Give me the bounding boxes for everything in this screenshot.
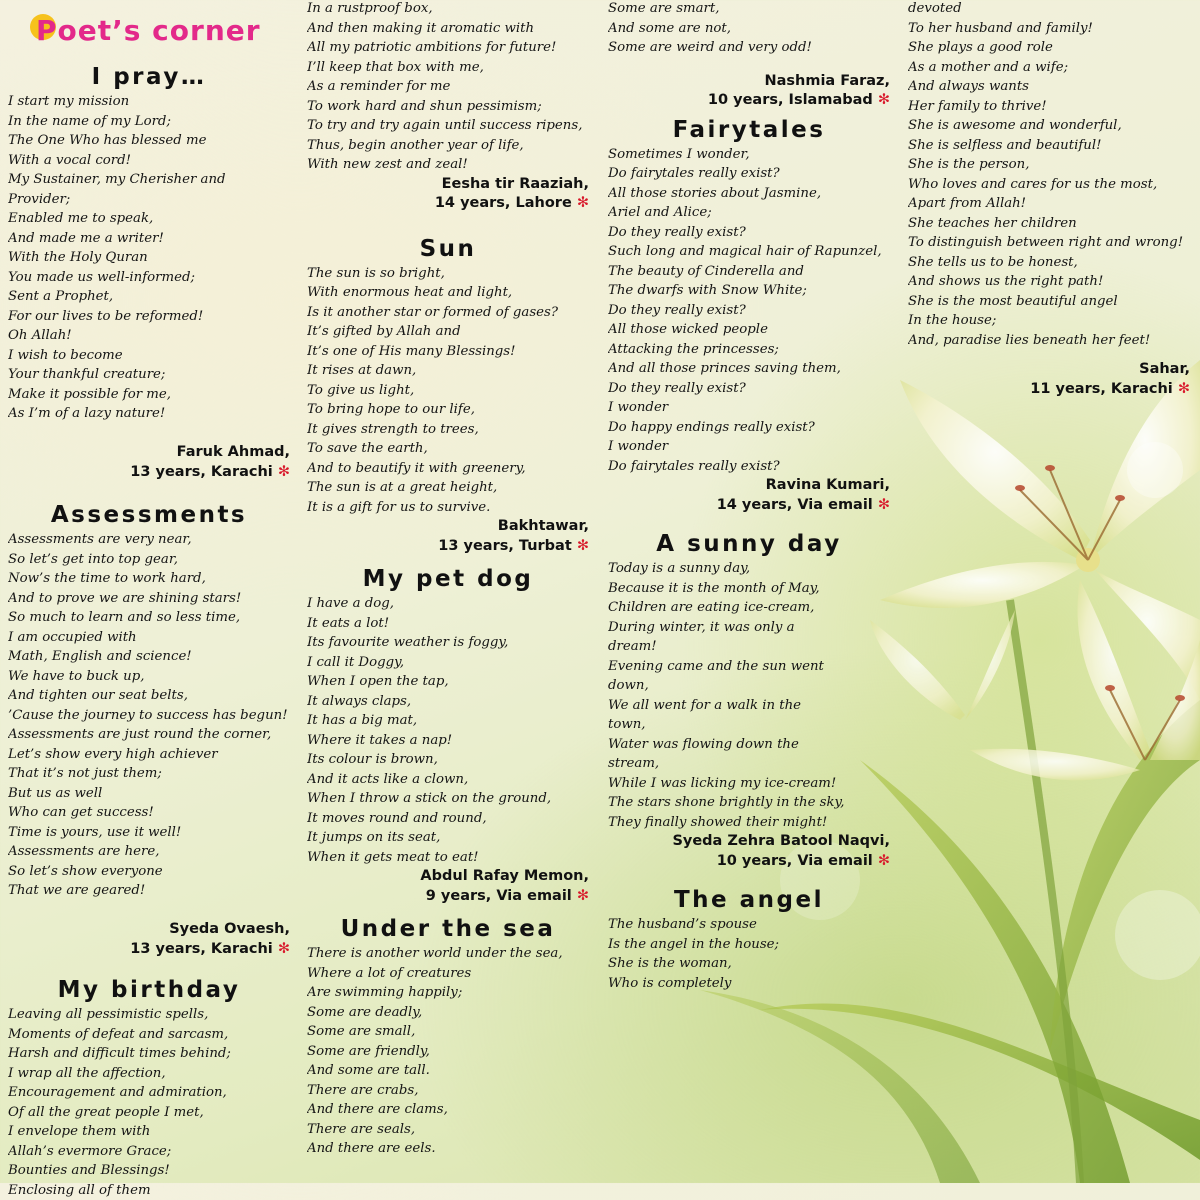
poem-line: And to beautify it with greenery, [307,459,589,479]
poem-line: She tells us to be honest, [908,253,1190,273]
poem-line: Harsh and difficult times behind; [8,1044,290,1064]
poem-line: She is awesome and wonderful, [908,116,1190,136]
poem-line: It has a big mat, [307,711,589,731]
poem-line: And some are tall. [307,1061,589,1081]
poem-line: Leaving all pessimistic spells, [8,1005,290,1025]
star-icon: ✻ [278,941,290,957]
poem-line: I wonder [608,437,890,457]
poem-line: To work hard and shun pessimism; [307,97,589,117]
poem-line: She is selfless and beautiful! [908,136,1190,156]
poem-line: Who loves and cares for us the most, [908,175,1190,195]
poem-author-under-the-sea [608,72,890,111]
poem-line: Encouragement and admiration, [8,1083,290,1103]
author-info: 11 years, Karachi [1030,381,1172,397]
poem-line: Some are weird and very odd! [608,38,890,58]
poem-lines-the-angel-continued [908,0,1190,350]
poem-line: Because it is the month of May, [608,579,890,599]
poem-author-my-birthday [307,175,589,214]
poem-line: She plays a good role [908,38,1190,58]
poem-line: But us as well [8,784,290,804]
poem-line: That we are geared! [8,881,290,901]
poem-line: Today is a sunny day, [608,559,890,579]
poem-line: And it acts like a clown, [307,770,589,790]
author-name: Eesha tir Raaziah, [307,175,589,195]
star-icon: ✻ [878,497,890,513]
author-name: Abdul Rafay Memon, [307,867,589,887]
poem-line: With a vocal cord! [8,151,290,171]
author-info: 14 years, Via email [717,497,873,513]
poem-line: Of all the great people I met, [8,1103,290,1123]
poem-line: To bring hope to our life, [307,400,589,420]
poem-line: There are seals, [307,1120,589,1140]
poem-line: She is the most beautiful angel [908,292,1190,312]
poem-line: And, paradise lies beneath her feet! [908,331,1190,351]
poem-line: The sun is so bright, [307,264,589,284]
poem-line: Evening came and the sun went [608,657,890,677]
poem-line: When I open the tap, [307,672,589,692]
poem-line: In the house; [908,311,1190,331]
poem-line: So much to learn and so less time, [8,608,290,628]
poem-author-assessments [8,920,290,959]
author-info-line [8,940,290,960]
poem-line: It moves round and round, [307,809,589,829]
poem-author-i-pray [8,443,290,482]
poem-line: Let’s show every high achiever [8,745,290,765]
poem-line: Thus, begin another year of life, [307,136,589,156]
poem-author-the-angel [908,360,1190,399]
author-info-line [608,91,890,111]
poem-line: Her family to thrive! [908,97,1190,117]
star-icon: ✻ [577,195,589,211]
poem-line: The stars shone brightly in the sky, [608,793,890,813]
poem-line: There is another world under the sea, [307,944,589,964]
author-name: Bakhtawar, [307,517,589,537]
author-info-line [307,537,589,557]
poem-lines-my-pet-dog [307,594,589,867]
poem-line: Moments of defeat and sarcasm, [8,1025,290,1045]
poem-line: It jumps on its seat, [307,828,589,848]
poem-line: You made us well-informed; [8,268,290,288]
poem-line: The sun is at a great height, [307,478,589,498]
poem-line: Enabled me to speak, [8,209,290,229]
poem-title-sun: Sun [307,234,589,264]
author-info-line [307,194,589,214]
poem-line: The One Who has blessed me [8,131,290,151]
poem-line: Its colour is brown, [307,750,589,770]
poem-line: Your thankful creature; [8,365,290,385]
author-info-line [307,887,589,907]
poem-line: She is the woman, [608,954,890,974]
poem-line: I call it Doggy, [307,653,589,673]
poem-line: So let’s show everyone [8,862,290,882]
poem-line: devoted [908,0,1190,19]
poem-title-my-birthday: My birthday [8,975,290,1005]
poem-line: Some are smart, [608,0,890,19]
poem-line: And tighten our seat belts, [8,686,290,706]
poem-line: stream, [608,754,890,774]
poem-line: So let’s get into top gear, [8,550,290,570]
star-icon: ✻ [878,853,890,869]
poem-author-fairytales [608,476,890,515]
poem-lines-i-pray [8,92,290,424]
poem-line: To save the earth, [307,439,589,459]
poem-line: Attacking the princesses; [608,340,890,360]
author-info: 10 years, Islamabad [708,92,873,108]
poem-line: I wish to become [8,346,290,366]
poem-line: Oh Allah! [8,326,290,346]
poem-line: dream! [608,637,890,657]
column-1 [8,0,290,1200]
poem-lines-a-sunny-day [608,559,890,832]
author-info: 13 years, Karachi [130,941,272,957]
poem-line: Some are small, [307,1022,589,1042]
poem-line: Allah’s evermore Grace; [8,1142,290,1162]
poem-line: And always wants [908,77,1190,97]
poem-line: Make it possible for me, [8,385,290,405]
author-info-line [908,380,1190,400]
poem-line: It rises at dawn, [307,361,589,381]
poem-line: Is it another star or formed of gases? [307,303,589,323]
poem-line: My Sustainer, my Cherisher and [8,170,290,190]
poem-lines-under-the-sea [307,944,589,1159]
poem-title-the-angel: The angel [608,885,890,915]
poem-line: Such long and magical hair of Rapunzel, [608,242,890,262]
poem-lines-the-angel [608,915,890,993]
poem-title-i-pray: I pray… [8,62,290,92]
poem-line: Assessments are just round the corner, [8,725,290,745]
poem-line: To try and try again until success ripens, [307,116,589,136]
poem-line: When it gets meat to eat! [307,848,589,868]
poem-line: We all went for a walk in the [608,696,890,716]
poem-line: Do they really exist? [608,223,890,243]
poem-line: I start my mission [8,92,290,112]
poem-lines-assessments [8,530,290,901]
poem-line: She teaches her children [908,214,1190,234]
author-info: 9 years, Via email [426,888,572,904]
poem-line: That it’s not just them; [8,764,290,784]
poem-line: It’s gifted by Allah and [307,322,589,342]
poem-line: In the name of my Lord; [8,112,290,132]
poem-line: All those stories about Jasmine, [608,184,890,204]
poem-lines-my-birthday [8,1005,290,1200]
poem-line: down, [608,676,890,696]
poem-line: As I’m of a lazy nature! [8,404,290,424]
poem-title-my-pet-dog: My pet dog [307,564,589,594]
poem-line: I’ll keep that box with me, [307,58,589,78]
poem-line: Children are eating ice-cream, [608,598,890,618]
poem-author-sun [307,517,589,556]
poem-line: The beauty of Cinderella and [608,262,890,282]
poem-line: Now’s the time to work hard, [8,569,290,589]
poem-title-fairytales: Fairytales [608,115,890,145]
author-name: Syeda Ovaesh, [8,920,290,940]
poem-line: For our lives to be reformed! [8,307,290,327]
poem-line: We have to buck up, [8,667,290,687]
poem-line: I wrap all the affection, [8,1064,290,1084]
author-info: 13 years, Turbat [438,538,572,554]
poem-line: As a mother and a wife; [908,58,1190,78]
poem-line: Do fairytales really exist? [608,164,890,184]
poem-line: Sometimes I wonder, [608,145,890,165]
poem-line: Do they really exist? [608,379,890,399]
author-name: Syeda Zehra Batool Naqvi, [608,832,890,852]
poem-line: And to prove we are shining stars! [8,589,290,609]
poem-line: Where it takes a nap! [307,731,589,751]
column-2 [307,0,589,1159]
poem-line: Time is yours, use it well! [8,823,290,843]
poem-title-assessments: Assessments [8,500,290,530]
poem-line: I wonder [608,398,890,418]
poem-line: The husband’s spouse [608,915,890,935]
poem-line: As a reminder for me [307,77,589,97]
poem-line: Who is completely [608,974,890,994]
poem-line: Sent a Prophet, [8,287,290,307]
poem-lines-fairytales [608,145,890,477]
poem-line: With the Holy Quran [8,248,290,268]
column-3 [608,0,890,993]
poem-line: With enormous heat and light, [307,283,589,303]
poem-line: They finally showed their might! [608,813,890,833]
author-name: Nashmia Faraz, [608,72,890,92]
poem-line: It eats a lot! [307,614,589,634]
poem-line: town, [608,715,890,735]
poem-line: All those wicked people [608,320,890,340]
author-info: 14 years, Lahore [435,195,572,211]
poem-line: And there are eels. [307,1139,589,1159]
author-info-line [8,463,290,483]
star-icon: ✻ [1178,381,1190,397]
author-info-line [608,496,890,516]
poem-line: In a rustproof box, [307,0,589,19]
poem-line: While I was licking my ice-cream! [608,774,890,794]
poem-line: Do fairytales really exist? [608,457,890,477]
poem-line: All my patriotic ambitions for future! [307,38,589,58]
poem-line: Apart from Allah! [908,194,1190,214]
star-icon: ✻ [278,464,290,480]
poem-line: I am occupied with [8,628,290,648]
poem-line: Assessments are here, [8,842,290,862]
poem-author-my-pet-dog [307,867,589,906]
poem-line: To give us light, [307,381,589,401]
poets-corner-header [8,6,290,54]
poem-line: Bounties and Blessings! [8,1161,290,1181]
poem-line: Water was flowing down the [608,735,890,755]
poem-line: She is the person, [908,155,1190,175]
poem-line: I have a dog, [307,594,589,614]
poem-title-under-the-sea: Under the sea [307,914,589,944]
poem-line: It always claps, [307,692,589,712]
poem-line: Its favourite weather is foggy, [307,633,589,653]
poem-line: Some are deadly, [307,1003,589,1023]
poem-line: It gives strength to trees, [307,420,589,440]
poem-line: And shows us the right path! [908,272,1190,292]
poem-line: There are crabs, [307,1081,589,1101]
poem-line: Assessments are very near, [8,530,290,550]
poem-line: Math, English and science! [8,647,290,667]
poem-line: Is the angel in the house; [608,935,890,955]
star-icon: ✻ [577,538,589,554]
poem-line: To distinguish between right and wrong! [908,233,1190,253]
author-info-line [608,852,890,872]
poem-line: Enclosing all of them [8,1181,290,1200]
poem-line: To her husband and family! [908,19,1190,39]
poem-line: It’s one of His many Blessings! [307,342,589,362]
author-name: Sahar, [908,360,1190,380]
poem-line: Do they really exist? [608,301,890,321]
poem-line: Some are friendly, [307,1042,589,1062]
poem-line: ’Cause the journey to success has begun! [8,706,290,726]
author-info: 10 years, Via email [717,853,873,869]
poem-line: Where a lot of creatures [307,964,589,984]
poem-line: I envelope them with [8,1122,290,1142]
poem-author-a-sunny-day [608,832,890,871]
author-name: Ravina Kumari, [608,476,890,496]
poem-line: Are swimming happily; [307,983,589,1003]
poem-lines-my-birthday-continued [307,0,589,175]
page-title: Poet’s corner [36,14,261,47]
poem-line: The dwarfs with Snow White; [608,281,890,301]
poem-lines-under-the-sea-continued [608,0,890,58]
star-icon: ✻ [577,888,589,904]
poem-line: Do happy endings really exist? [608,418,890,438]
poem-title-a-sunny-day: A sunny day [608,529,890,559]
poem-line: When I throw a stick on the ground, [307,789,589,809]
author-info: 13 years, Karachi [130,464,272,480]
author-name: Faruk Ahmad, [8,443,290,463]
poem-line: During winter, it was only a [608,618,890,638]
column-4 [908,0,1190,399]
poem-line: And all those princes saving them, [608,359,890,379]
poem-line: And there are clams, [307,1100,589,1120]
star-icon: ✻ [878,92,890,108]
poem-line: Who can get success! [8,803,290,823]
poem-lines-sun [307,264,589,518]
poem-line: And then making it aromatic with [307,19,589,39]
poem-line: It is a gift for us to survive. [307,498,589,518]
poem-line: Provider; [8,190,290,210]
poem-line: And some are not, [608,19,890,39]
poem-line: Ariel and Alice; [608,203,890,223]
poem-line: With new zest and zeal! [307,155,589,175]
poem-line: And made me a writer! [8,229,290,249]
